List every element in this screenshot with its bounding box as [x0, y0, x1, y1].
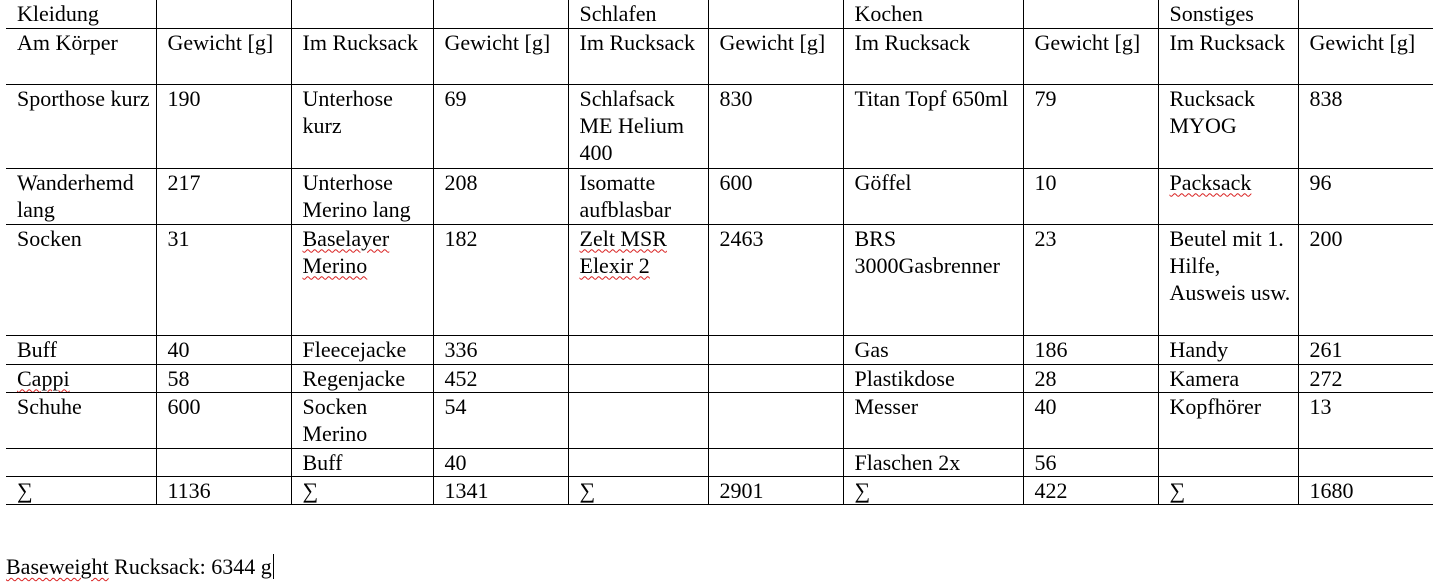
empty-cell	[156, 0, 291, 28]
empty-cell	[1298, 448, 1433, 476]
empty-cell	[568, 392, 708, 448]
baseweight-summary[interactable]	[6, 553, 274, 580]
item-cell: Unterhose kurz	[291, 84, 433, 168]
weight-cell: 208	[433, 168, 568, 224]
item-cell: Kamera	[1158, 364, 1298, 392]
table-row	[6, 168, 1433, 224]
spellcheck-word[interactable]: Baseweight	[6, 554, 109, 579]
spellcheck-word[interactable]: Zelt MSR Elexir 2	[579, 225, 667, 278]
item-cell: Gas	[843, 335, 1023, 364]
item-cell: Socken Merino	[291, 392, 433, 448]
total-kochen: 422	[1023, 476, 1158, 504]
empty-cell	[1158, 448, 1298, 476]
item-cell	[6, 364, 156, 392]
item-cell: Fleecejacke	[291, 335, 433, 364]
subheader-im-rucksack: Im Rucksack	[291, 28, 433, 84]
category-sonstiges: Sonstiges	[1158, 0, 1298, 28]
empty-cell	[708, 392, 843, 448]
weight-cell: 69	[433, 84, 568, 168]
subheader-im-rucksack: Im Rucksack	[843, 28, 1023, 84]
weight-cell: 28	[1023, 364, 1158, 392]
weight-cell: 830	[708, 84, 843, 168]
packing-list-table	[6, 0, 1433, 505]
subheader-im-rucksack: Im Rucksack	[1158, 28, 1298, 84]
empty-cell	[708, 364, 843, 392]
text-cursor	[273, 554, 274, 579]
table-row	[6, 335, 1433, 364]
table-row	[6, 448, 1433, 476]
weight-cell: 40	[433, 448, 568, 476]
weight-cell: 186	[1023, 335, 1158, 364]
subheader-gewicht: Gewicht [g]	[433, 28, 568, 84]
total-schlafen: 2901	[708, 476, 843, 504]
baseweight-value: Rucksack: 6344 g	[108, 554, 272, 579]
item-cell: Unterhose Merino lang	[291, 168, 433, 224]
empty-cell	[156, 448, 291, 476]
spellcheck-word[interactable]: Packsack	[1169, 169, 1252, 195]
weight-cell: 58	[156, 364, 291, 392]
empty-cell	[568, 448, 708, 476]
table-row	[6, 364, 1433, 392]
subheader-row	[6, 28, 1433, 84]
item-cell: Messer	[843, 392, 1023, 448]
total-kleidung-koerper: 1136	[156, 476, 291, 504]
total-sonstiges: 1680	[1298, 476, 1433, 504]
empty-cell	[708, 448, 843, 476]
category-schlafen: Schlafen	[568, 0, 708, 28]
category-row	[6, 0, 1433, 28]
item-cell: Beutel mit 1. Hilfe, Ausweis usw.	[1158, 224, 1298, 335]
weight-cell: 2463	[708, 224, 843, 335]
weight-cell: 838	[1298, 84, 1433, 168]
item-cell: Buff	[6, 335, 156, 364]
weight-cell: 40	[1023, 392, 1158, 448]
total-kleidung-rucksack: 1341	[433, 476, 568, 504]
item-cell	[291, 224, 433, 335]
weight-cell: 54	[433, 392, 568, 448]
category-kleidung: Kleidung	[6, 0, 156, 28]
category-kochen: Kochen	[843, 0, 1023, 28]
weight-cell: 31	[156, 224, 291, 335]
empty-cell	[6, 448, 156, 476]
empty-cell	[708, 335, 843, 364]
item-cell: Titan Topf 650ml	[843, 84, 1023, 168]
weight-cell: 200	[1298, 224, 1433, 335]
item-cell	[1158, 168, 1298, 224]
item-cell: Regenjacke	[291, 364, 433, 392]
item-cell: Göffel	[843, 168, 1023, 224]
sum-symbol: ∑	[843, 476, 1023, 504]
item-cell: BRS 3000Gasbrenner	[843, 224, 1023, 335]
item-cell: Rucksack MYOG	[1158, 84, 1298, 168]
weight-cell: 336	[433, 335, 568, 364]
weight-cell: 272	[1298, 364, 1433, 392]
weight-cell: 600	[708, 168, 843, 224]
empty-cell	[568, 364, 708, 392]
weight-cell: 600	[156, 392, 291, 448]
weight-cell: 217	[156, 168, 291, 224]
sum-symbol: ∑	[291, 476, 433, 504]
subheader-im-rucksack: Im Rucksack	[568, 28, 708, 84]
weight-cell: 56	[1023, 448, 1158, 476]
empty-cell	[708, 0, 843, 28]
sum-symbol: ∑	[1158, 476, 1298, 504]
subheader-gewicht: Gewicht [g]	[156, 28, 291, 84]
weight-cell: 261	[1298, 335, 1433, 364]
empty-cell	[1023, 0, 1158, 28]
subheader-gewicht: Gewicht [g]	[1023, 28, 1158, 84]
empty-cell	[568, 335, 708, 364]
item-cell: Kopfhörer	[1158, 392, 1298, 448]
table-row	[6, 84, 1433, 168]
weight-cell: 190	[156, 84, 291, 168]
subheader-am-koerper: Am Körper	[6, 28, 156, 84]
item-cell: Socken	[6, 224, 156, 335]
empty-cell	[291, 0, 433, 28]
weight-cell: 79	[1023, 84, 1158, 168]
weight-cell: 13	[1298, 392, 1433, 448]
spellcheck-word[interactable]: Baselayer Merino	[302, 225, 390, 278]
table-row	[6, 392, 1433, 448]
weight-cell: 452	[433, 364, 568, 392]
sum-symbol: ∑	[568, 476, 708, 504]
item-cell: Flaschen 2x	[843, 448, 1023, 476]
spellcheck-word[interactable]: Cappi	[17, 365, 70, 391]
item-cell: Handy	[1158, 335, 1298, 364]
weight-cell: 182	[433, 224, 568, 335]
item-cell: Wanderhemd lang	[6, 168, 156, 224]
weight-cell: 96	[1298, 168, 1433, 224]
weight-cell: 23	[1023, 224, 1158, 335]
item-cell: Schlafsack ME Helium 400	[568, 84, 708, 168]
item-cell: Sporthose kurz	[6, 84, 156, 168]
totals-row	[6, 476, 1433, 504]
item-cell: Schuhe	[6, 392, 156, 448]
subheader-gewicht: Gewicht [g]	[1298, 28, 1433, 84]
subheader-gewicht: Gewicht [g]	[708, 28, 843, 84]
item-cell: Plastikdose	[843, 364, 1023, 392]
item-cell: Buff	[291, 448, 433, 476]
item-cell: Isomatte aufblasbar	[568, 168, 708, 224]
weight-cell: 10	[1023, 168, 1158, 224]
sum-symbol: ∑	[6, 476, 156, 504]
empty-cell	[433, 0, 568, 28]
item-cell	[568, 224, 708, 335]
weight-cell: 40	[156, 335, 291, 364]
empty-cell	[1298, 0, 1433, 28]
table-row	[6, 224, 1433, 335]
